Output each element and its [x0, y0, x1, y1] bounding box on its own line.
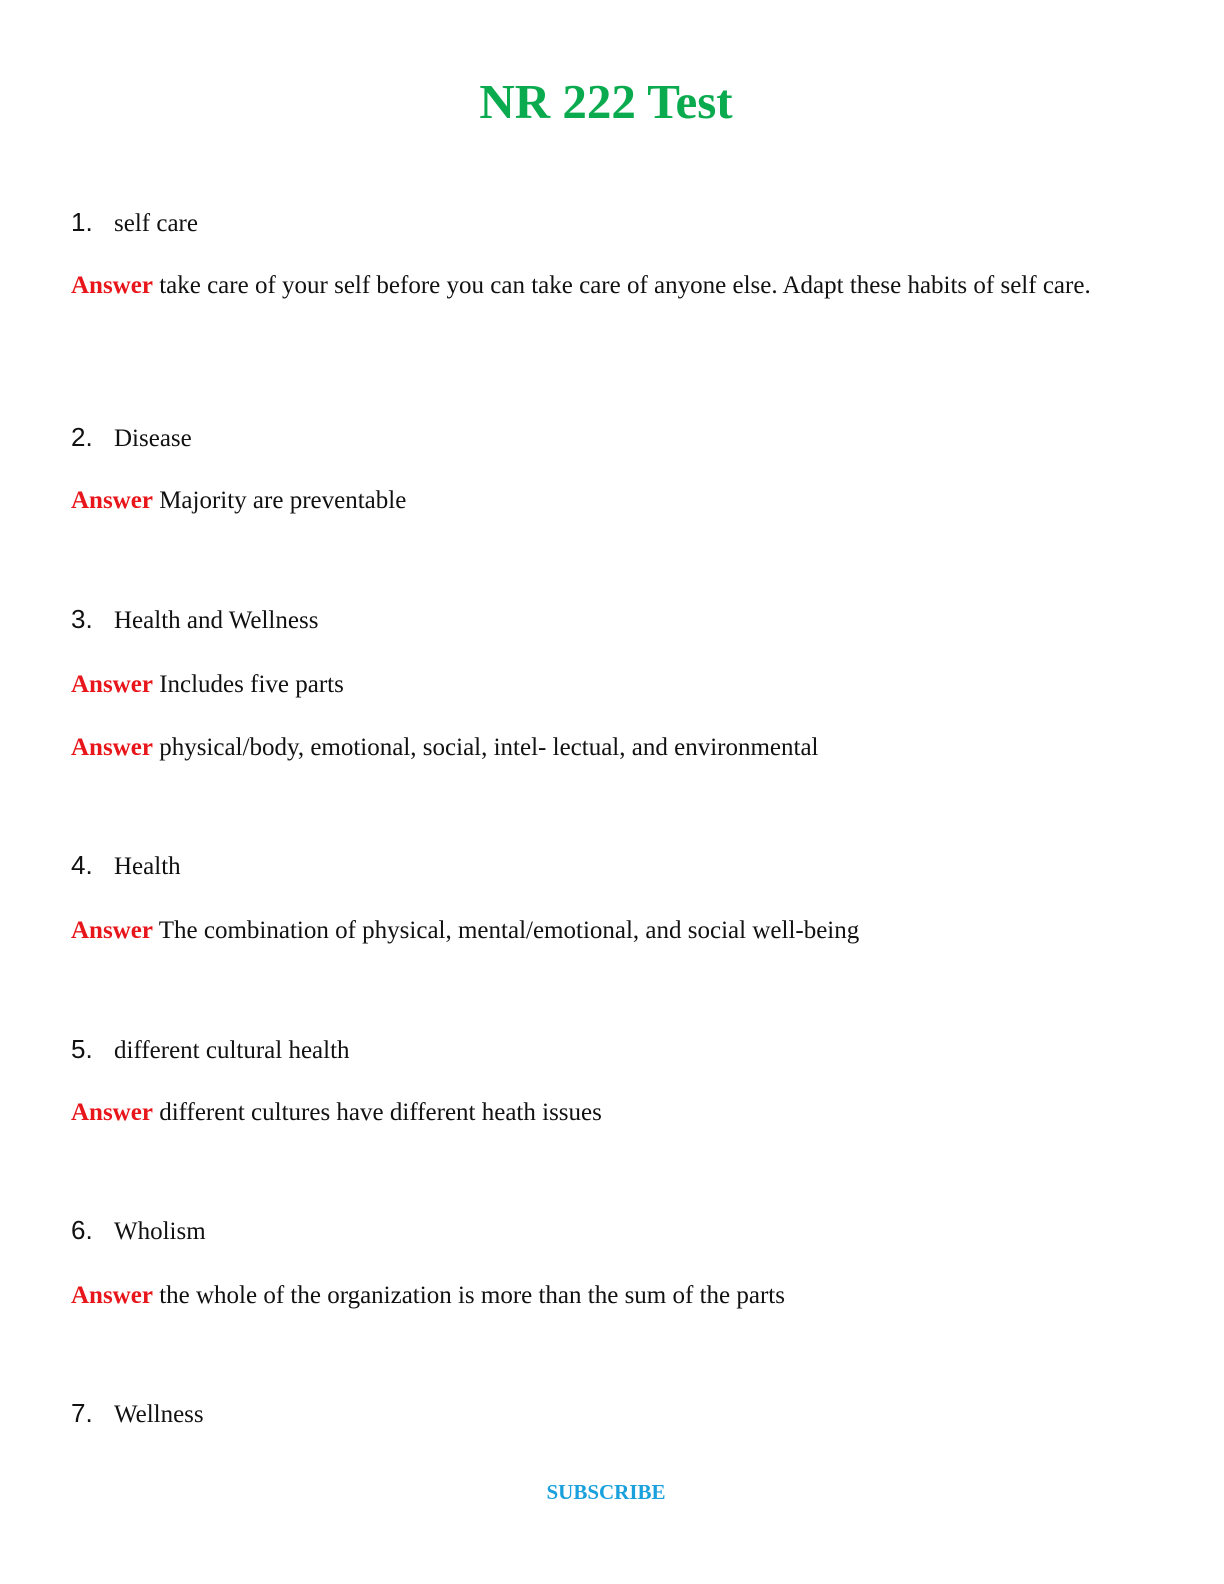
answer-text: take care of your self before you can take care of anyone else. Adapt these habits of self care.: [159, 272, 1091, 299]
question-term: Health and Wellness: [114, 607, 319, 634]
question-heading: [71, 207, 198, 239]
question-term: Health: [114, 853, 181, 880]
answer-label: Answer: [71, 917, 153, 944]
answer-label: Answer: [71, 1282, 153, 1309]
question-heading: [71, 850, 181, 882]
answer-label: Answer: [71, 1099, 153, 1126]
question-number: 7.: [71, 1398, 93, 1428]
answer-line: [71, 484, 1111, 517]
question-heading: [71, 1034, 350, 1066]
question-number: 4.: [71, 850, 93, 880]
answer-line: [71, 269, 1111, 302]
question-heading: [71, 1398, 204, 1430]
answer-line: [71, 1279, 1111, 1312]
answer-line: [71, 1096, 1111, 1129]
question-number: 5.: [71, 1034, 93, 1064]
question-number: 1.: [71, 207, 93, 237]
question-heading: [71, 604, 318, 636]
question-term: different cultural health: [114, 1037, 350, 1064]
answer-text: The combination of physical, mental/emotional, and social well-being: [158, 917, 860, 944]
question-number: 3.: [71, 604, 93, 634]
answer-line: [71, 668, 1111, 701]
question-term: Wellness: [114, 1401, 204, 1428]
subscribe-link[interactable]: SUBSCRIBE: [546, 1480, 666, 1504]
answer-label: Answer: [71, 487, 153, 514]
question-number: 2.: [71, 422, 93, 452]
question-term: Wholism: [114, 1218, 206, 1245]
answer-text: the whole of the organization is more than the sum of the parts: [159, 1282, 785, 1309]
answer-text: different cultures have different heath issues: [159, 1099, 602, 1126]
question-heading: [71, 1215, 206, 1247]
answer-label: Answer: [71, 671, 153, 698]
answer-line: [71, 731, 1111, 764]
question-heading: [71, 422, 192, 454]
answer-text: Majority are preventable: [159, 487, 407, 514]
answer-label: Answer: [71, 734, 153, 761]
answer-label: Answer: [71, 272, 153, 299]
question-number: 6.: [71, 1215, 93, 1245]
answer-text: physical/body, emotional, social, intel- lectual, and environmental: [159, 734, 819, 761]
page-title: NR 222 Test: [479, 74, 733, 129]
answer-text: Includes five parts: [159, 671, 344, 698]
question-term: Disease: [114, 425, 192, 452]
question-term: self care: [114, 210, 198, 237]
answer-line: [71, 914, 1111, 947]
